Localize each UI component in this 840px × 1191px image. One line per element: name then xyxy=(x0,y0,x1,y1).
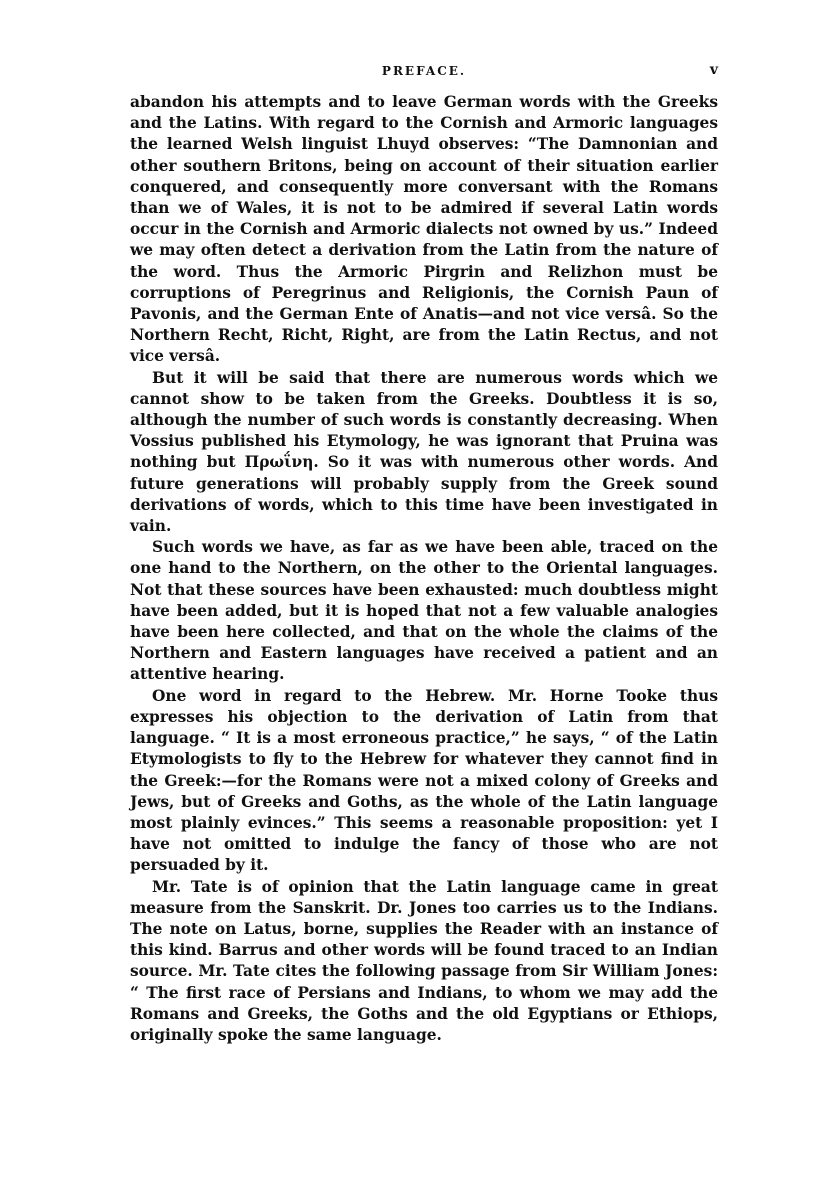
page-number: v xyxy=(709,62,718,78)
paragraph-3: Such words we have, as far as we have been able, traced on the one hand to the Northern, on the other to the Oriental languages. Not that these sources have been exhausted: much doubtless might have been added, but it is hoped that not a few valuable analogies have been here collected, and that on the whole the claims of the Northern and Eastern languages have received a patient and an attentive hearing. xyxy=(130,538,718,684)
running-title: PREFACE. xyxy=(381,64,467,78)
paragraph-5: Mr. Tate is of opinion that the Latin language came in great measure from the Sanskrit. Dr. Jones too carries us to the Indians. The note on Latus, borne, supplies the Reader with an instance of this kind. Barrus and other words will be found traced to an Indian source. Mr. Tate cites the following passage from Sir William Jones: “ The first race of Persians and Indians, to whom we may add the Romans and Greeks, the Goths and the old Egyptians or Ethiops, originally spoke the same language. xyxy=(130,877,718,1044)
paragraph-1: abandon his attempts and to leave German words with the Greeks and the Latins. With regard to the Cornish and Armoric languages the learned Welsh linguist Lhuyd observes: “The Damnonian and other southern Britons, being on account of their situation earlier conquered, and consequently more conversant with the Romans than we of Wales, it is not to be admired if several Latin words occur in the Cornish and Armoric dialects not owned by us.” Indeed we may often detect a derivation from the Latin from the nature of the word. Thus the Armoric Pirgrin and Relizhon must be corruptions of Peregrinus and Religionis, the Cornish Paun of Pavonis, and the German Ente of Anatis—and not vice versâ. So the Northern Recht, Richt, Right, are from the Latin Rectus, and not vice versâ. xyxy=(130,93,718,366)
running-head xyxy=(130,62,718,84)
book-page xyxy=(130,62,718,1046)
body-text xyxy=(130,92,718,1046)
paragraph-2: But it will be said that there are numerous words which we cannot show to be taken from the Greeks. Doubtless it is so, although the number of such words is constantly decreasing. When Vossius published his Etymology, he was ignorant that Pruina was nothing but Πρωΐνη. So it was with numerous other words. And future generations will probably supply from the Greek sound derivations of words, which to this time have been investigated in vain. xyxy=(130,368,718,536)
paragraph-4: One word in regard to the Hebrew. Mr. Horne Tooke thus expresses his objection to the derivation of Latin from that language. “ It is a most erroneous practice,” he says, “ of the Latin Etymologists to fly to the Hebrew for whatever they cannot find in the Greek:—for the Romans were not a mixed colony of Greeks and Jews, but of Greeks and Goths, as the whole of the Latin language most plainly evinces.” This seems a reasonable proposition: yet I have not omitted to indulge the fancy of those who are not persuaded by it. xyxy=(130,686,718,875)
